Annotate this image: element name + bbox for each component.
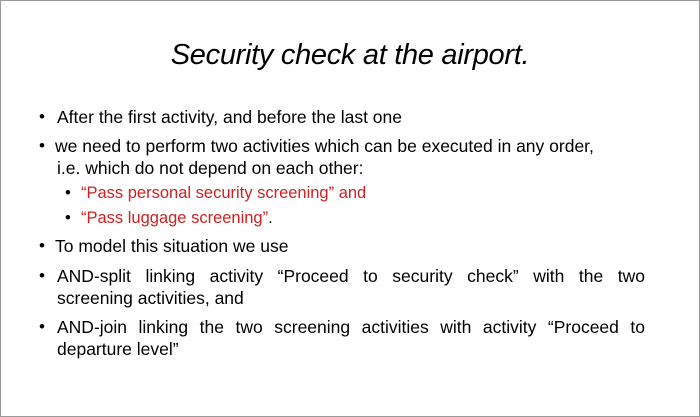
bullet-2-line-2: i.e. which do not depend on each other: xyxy=(57,158,364,178)
sub-bullet-2-text xyxy=(81,206,273,230)
bullet-icon: • xyxy=(39,136,45,155)
bullet-icon: • xyxy=(39,317,45,336)
activity-name-luggage-screening: “Pass luggage screening” xyxy=(81,209,269,227)
bullet-icon: • xyxy=(39,107,45,126)
slide-title: Security check at the airport. xyxy=(170,39,530,71)
bullet-3-text: To model this situation we use xyxy=(55,236,289,256)
bullet-5-line-2: departure level” xyxy=(57,339,179,359)
sub-bullet-1-text xyxy=(81,181,366,205)
bullet-4-line-2: screening activities, and xyxy=(57,288,244,308)
bullet-2-line-1: we need to perform two activities which can be executed in any order, xyxy=(55,136,594,156)
bullet-icon: • xyxy=(39,266,45,285)
sub-bullet-icon: • xyxy=(65,184,71,202)
sub-bullet-icon: • xyxy=(65,209,71,227)
activity-name-personal-screening: “Pass personal security screening” xyxy=(81,184,335,202)
bullet-4-line-1: AND-split linking activity “Proceed to security check” with the two xyxy=(57,266,645,286)
sub-bullet-1-suffix: and xyxy=(334,184,367,202)
bullet-5-line-1: AND-join linking the two screening activities with activity “Proceed to xyxy=(57,317,645,337)
bullet-1-text: After the first activity, and before the last one xyxy=(57,107,402,127)
bullet-icon: • xyxy=(39,236,45,255)
sub-bullet-2-suffix: . xyxy=(268,209,273,227)
